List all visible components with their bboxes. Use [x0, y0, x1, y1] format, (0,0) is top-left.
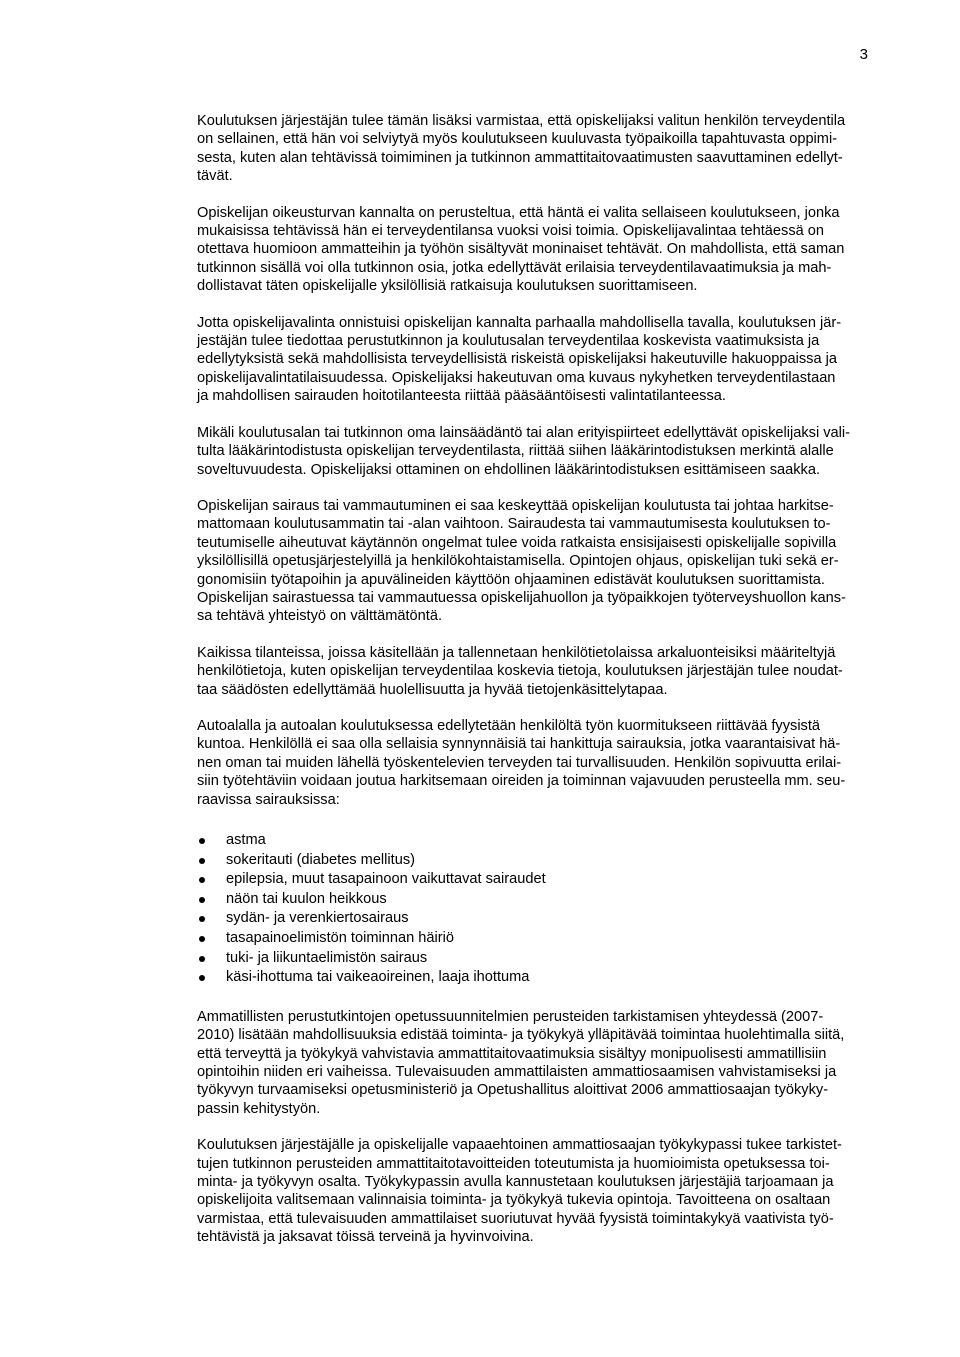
paragraph: Koulutuksen järjestäjälle ja opiskelijalle vapaaehtoinen ammattiosaajan työkykypassi tukee tarkistet- tujen tutkinnon perusteiden ammattitaitotavoitteiden toteutumista ja huomioimista opetuksessa toi- minta- ja työkyvyn osalta. Työkykypassin avulla kannustetaan koulutuksen järjestäjiä tarjoamaan ja opiskelijoita valitsemaan valinnaisia toiminta- ja työkykyä tukevia opintoja. Tavoitteena on osaltaan varmistaa, että tulevaisuuden ammattilaiset suoriutuvat hyvää fyysistä toimintakykyä vaativista työ- tehtävistä ja jaksavat töissä terveinä ja hyvinvoivina.	[197, 1137, 842, 1246]
page-number: 3	[859, 46, 868, 63]
bullet-icon	[199, 916, 205, 922]
paragraph: Mikäli koulutusalan tai tutkinnon oma lainsäädäntö tai alan erityispiirteet edellyttävät opiskelijaksi vali- tulta lääkärintodistusta opiskelijan terveydentilasta, riittää siihen lääkärintodistuksen merkintä alalle soveltuvuudesta. Opiskelijaksi ottaminen on ehdollinen lääkärintodistuksen esittämiseen saakka.	[197, 424, 851, 478]
paragraph: Opiskelijan sairaus tai vammautuminen ei saa keskeyttää opiskelijan koulutusta tai johtaa harkitse- mattomaan koulutusammatin tai -alan vaihtoon. Sairaudesta tai vammautumisesta koulutuksen to- teutumiselle aiheutuvat käytännön ongelmat tulee voida ratkaista ensisijaisesti opiskelijalle sopivilla yksilöllisillä opetusjärjestelyillä ja henkilökohtaistamisella. Opintojen ohjaus, opiskelijan tuki sekä er- gonomisiin työtapoihin ja apuvälineiden käyttöön ohjaaminen edistävät koulutuksen suorittamista. Opiskelijan sairastuessa tai vammautuessa opiskelijahuollon ja työpaikkojen työterveyshuollon kans- sa tehtävä yhteistyö on välttämätöntä.	[197, 497, 846, 625]
list-item: näön tai kuulon heikkous	[197, 890, 915, 910]
bullet-list	[197, 831, 915, 988]
bullet-icon	[199, 858, 205, 864]
bullet-icon	[199, 838, 205, 844]
bullet-icon	[199, 975, 205, 981]
paragraph: Kaikissa tilanteissa, joissa käsitellään ja tallennetaan henkilötietolaissa arkaluonteisiksi määriteltyjä henkilötietoja, kuten opiskelijan terveydentilaa koskevia tietoja, koulutuksen järjestäjän tulee noudat- taa säädösten edellyttämää huolellisuutta ja hyvää tietojenkäsittelytapaa.	[197, 644, 843, 698]
list-item: epilepsia, muut tasapainoon vaikuttavat sairaudet	[197, 870, 915, 890]
bullet-icon	[199, 897, 205, 903]
paragraph: Opiskelijan oikeusturvan kannalta on perusteltua, että häntä ei valita sellaiseen koulutukseen, jonka mukaisissa tehtävissä hän ei terveydentilansa vuoksi voisi toimia. Opiskelijavalintaa tehtäessä on otettava huomioon ammatteihin ja työhön sisältyvät moninaiset tehtävät. On mahdollista, että saman tutkinnon sisällä voi olla tutkinnon osia, jotka edellyttävät erilaisia terveydentilavaatimuksia ja mah- dollistavat täten opiskelijalle yksilöllisiä ratkaisuja koulutuksen suorittamiseen.	[197, 204, 845, 295]
paragraph: Koulutuksen järjestäjän tulee tämän lisäksi varmistaa, että opiskelijaksi valitun henkilön terveydentila on sellainen, että hän voi selviytyä myös koulutukseen kuuluvasta työpaikoilla tapahtuvasta oppimi- sesta, kuten alan tehtävissä toimiminen ja tutkinnon ammattitaitovaatimusten saavuttaminen edellyt- tävät.	[197, 113, 846, 185]
paragraph: Jotta opiskelijavalinta onnistuisi opiskelijan kannalta parhaalla mahdollisella tavalla, koulutuksen jär- jestäjän tulee tiedottaa perustutkinnon ja koulutusalan terveydentilaa koskevista vaatimuksista ja edellytyksistä sekä mahdollisista terveydellisistä riskeistä opiskelijaksi hakeutuville hakuoppaissa ja opiskelijavalintatilaisuudessa. Opiskelijaksi hakeutuvan oma kuvaus nykyhetken terveydentilastaan ja mahdollisen sairauden hoitotilanteesta riittää pääsääntöisesti valintatilanteessa.	[197, 314, 842, 405]
list-item: käsi-ihottuma tai vaikeaoireinen, laaja ihottuma	[197, 968, 915, 988]
list-item: sydän- ja verenkiertosairaus	[197, 909, 915, 929]
bullet-icon	[199, 956, 205, 962]
list-item: astma	[197, 831, 915, 851]
list-item: tuki- ja liikuntaelimistön sairaus	[197, 949, 915, 969]
document-body	[197, 112, 915, 1247]
list-item: sokeritauti (diabetes mellitus)	[197, 851, 915, 871]
bullet-icon	[199, 877, 205, 883]
paragraph: Ammatillisten perustutkintojen opetussuunnitelmien perusteiden tarkistamisen yhteydessä (2007- 2010) lisätään mahdollisuuksia edistää toiminta- ja työkykyä ylläpitävää toimintaa huolehtimalla siitä, että terveyttä ja työkykyä vahvistavia ammattitaitovaatimuksia sisältyy monipuolisesti ammatillisiin opintoihin niiden eri vaiheissa. Tulevaisuuden ammattilaisten ammattiosaamisen vahvistamiseksi ja työkyvyn turvaamiseksi opetusministeriö ja Opetushallitus aloittivat 2006 ammattiosaajan työkyky- passin kehitystyön.	[197, 1008, 845, 1117]
list-item: tasapainoelimistön toiminnan häiriö	[197, 929, 915, 949]
paragraph: Autoalalla ja autoalan koulutuksessa edellytetään henkilöltä työn kuormitukseen riittävää fyysistä kuntoa. Henkilöllä ei saa olla sellaisia synnynnäisiä tai hankittuja sairauksia, jotka vaarantaisivat hä- nen oman tai muiden lähellä työskentelevien terveyden tai turvallisuuden. Henkilön sopivuutta erilai- siin työtehtäviin voidaan joutua harkitsemaan oireiden ja toiminnan vajavuuden perusteella mm. seu- raavissa sairauksissa:	[197, 717, 846, 808]
bullet-icon	[199, 936, 205, 942]
